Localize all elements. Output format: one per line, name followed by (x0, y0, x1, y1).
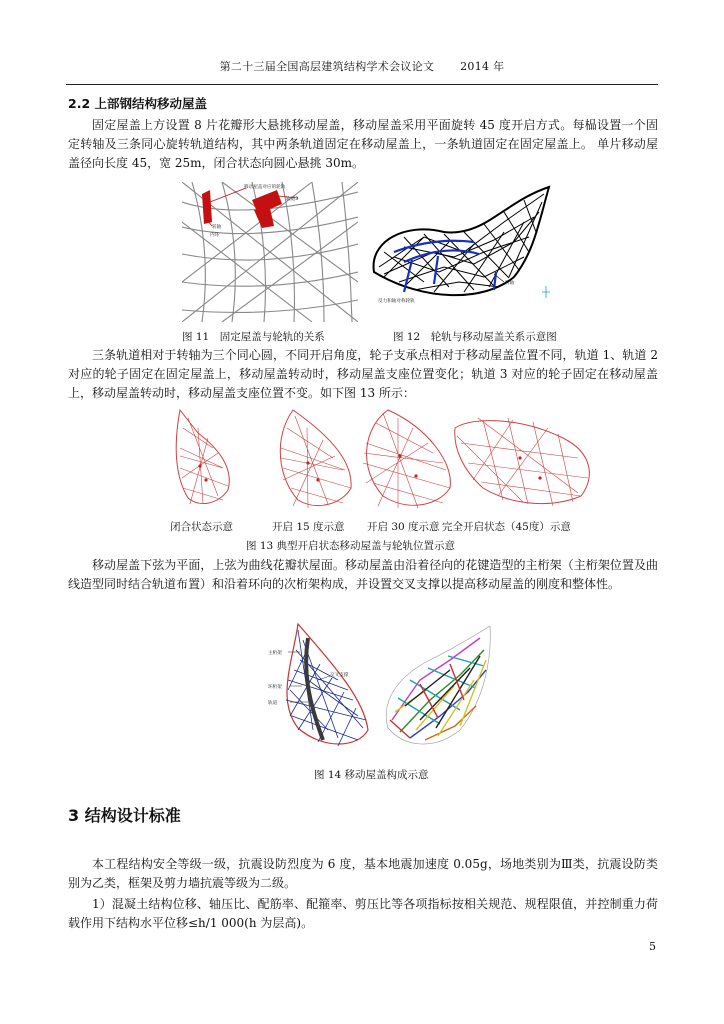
fig13-sublabel-15deg: 开启 15 度示意 (272, 521, 345, 533)
paragraph-2: 三条轨道相对于转轴为三个同心圆，不同开启角度，轮子支承点相对于移动屋盖位置不同，轨道 1、轨道 2 对应的轮子固定在固定屋盖上，移动屋盖转动时，移动屋盖支座位置变化；轨道 3 对应的轮子固定在移动屋盖上，移动屋盖转动时，移动屋盖支座位置不变。如下图 13 所示： (68, 348, 658, 400)
fig12-image (364, 182, 554, 306)
fig14-structure-left (286, 624, 368, 746)
fig14-structure-right (386, 626, 490, 744)
fig11-image (182, 182, 358, 322)
fig11-caption: 图 11 固定屋盖与轮轨的关系 (182, 331, 325, 343)
fig14-caption: 图 14 移动屋盖构成示意 (314, 769, 429, 781)
page-number: 5 (649, 940, 656, 953)
header-rule (66, 84, 658, 85)
fig11-label-b: 轨道3 (286, 197, 299, 202)
fig14-label-cross-bracing: 交叉支撑 (330, 673, 349, 678)
section-3-paragraph-1: 本工程结构安全等级一级，抗震设防烈度为 6 度，基本地震加速度 0.05g，场地类别为Ⅲ类，抗震设防类别为乙类，框架及剪力墙抗震等级为二级。 (68, 857, 658, 890)
section-2-2-title: 2.2 上部钢结构移动屋盖 (68, 96, 207, 111)
fig13-sublabel-30deg: 开启 30 度示意 (367, 521, 440, 533)
fig13-image (168, 408, 598, 510)
fig11-label-d: 内环 (210, 233, 220, 238)
fig13-caption: 图 13 典型开启状态移动屋盖与轮轨位置示意 (246, 540, 456, 552)
fig13-open15-roof (280, 410, 351, 508)
fig12-label-a: 反力和轴对称轮轨 (378, 299, 415, 304)
fig14-label-main-truss: 主桁架 (268, 651, 282, 656)
fig14-image (268, 620, 494, 758)
section-3-paragraph-2: 1）混凝土结构位移、轴压比、配筋率、配箍率、剪压比等各项指标按相关规范、规程限值，并控制重力荷载作用下结构水平位移≤h/1 000(h 为层高)。 (68, 897, 658, 930)
fig13-open30-roof (363, 410, 450, 508)
fig12-caption: 图 12 轮轨与移动屋盖关系示意图 (393, 331, 557, 343)
fig14-label-ring-truss: 环桁架 (268, 685, 282, 690)
conference-year: 2014 年 (460, 60, 505, 73)
conference-title: 第二十三届全国高层建筑结构学术会议论文 (219, 60, 435, 73)
running-header (66, 58, 658, 74)
fig11-label-c: 转轴 (212, 225, 222, 230)
fig13-sublabel-closed: 闭合状态示意 (170, 521, 233, 533)
section-3-title: 3 结构设计标准 (68, 806, 181, 825)
fig14-label-track: 轨道 (268, 701, 278, 706)
section-2-2-paragraph: 固定屋盖上方设置 8 片花瓣形大悬挑移动屋盖，移动屋盖采用平面旋转 45 度开启方式。每榀设置一个固定转轴及三条同心旋转轨道结构，其中两条轨道固定在移动屋盖上，一条轨道固定在固定屋盖上。 单片移动屋盖径向长度 45，宽 25m，闭合状态向圆心悬挑 30m。 (68, 118, 658, 170)
paragraph-3: 移动屋盖下弦为平面，上弦为曲线花瓣状屋面。移动屋盖由沿着径向的花键造型的主桁架（主桁架位置及曲线造型同时结合轨道布置）和沿着环向的次桁架构成，并设置交叉支撑以提高移动屋盖的刚度和整体性。 (68, 558, 658, 591)
fig12-label-b: 转轴 (505, 281, 515, 286)
fig13-sublabel-45deg: 完全开启状态（45度）示意 (442, 521, 571, 533)
fig13-closed-roof (176, 410, 229, 504)
fig13-open45-roof (455, 418, 590, 506)
fig11-label-a: 移动屋盖对应的轮轨 (244, 185, 286, 190)
